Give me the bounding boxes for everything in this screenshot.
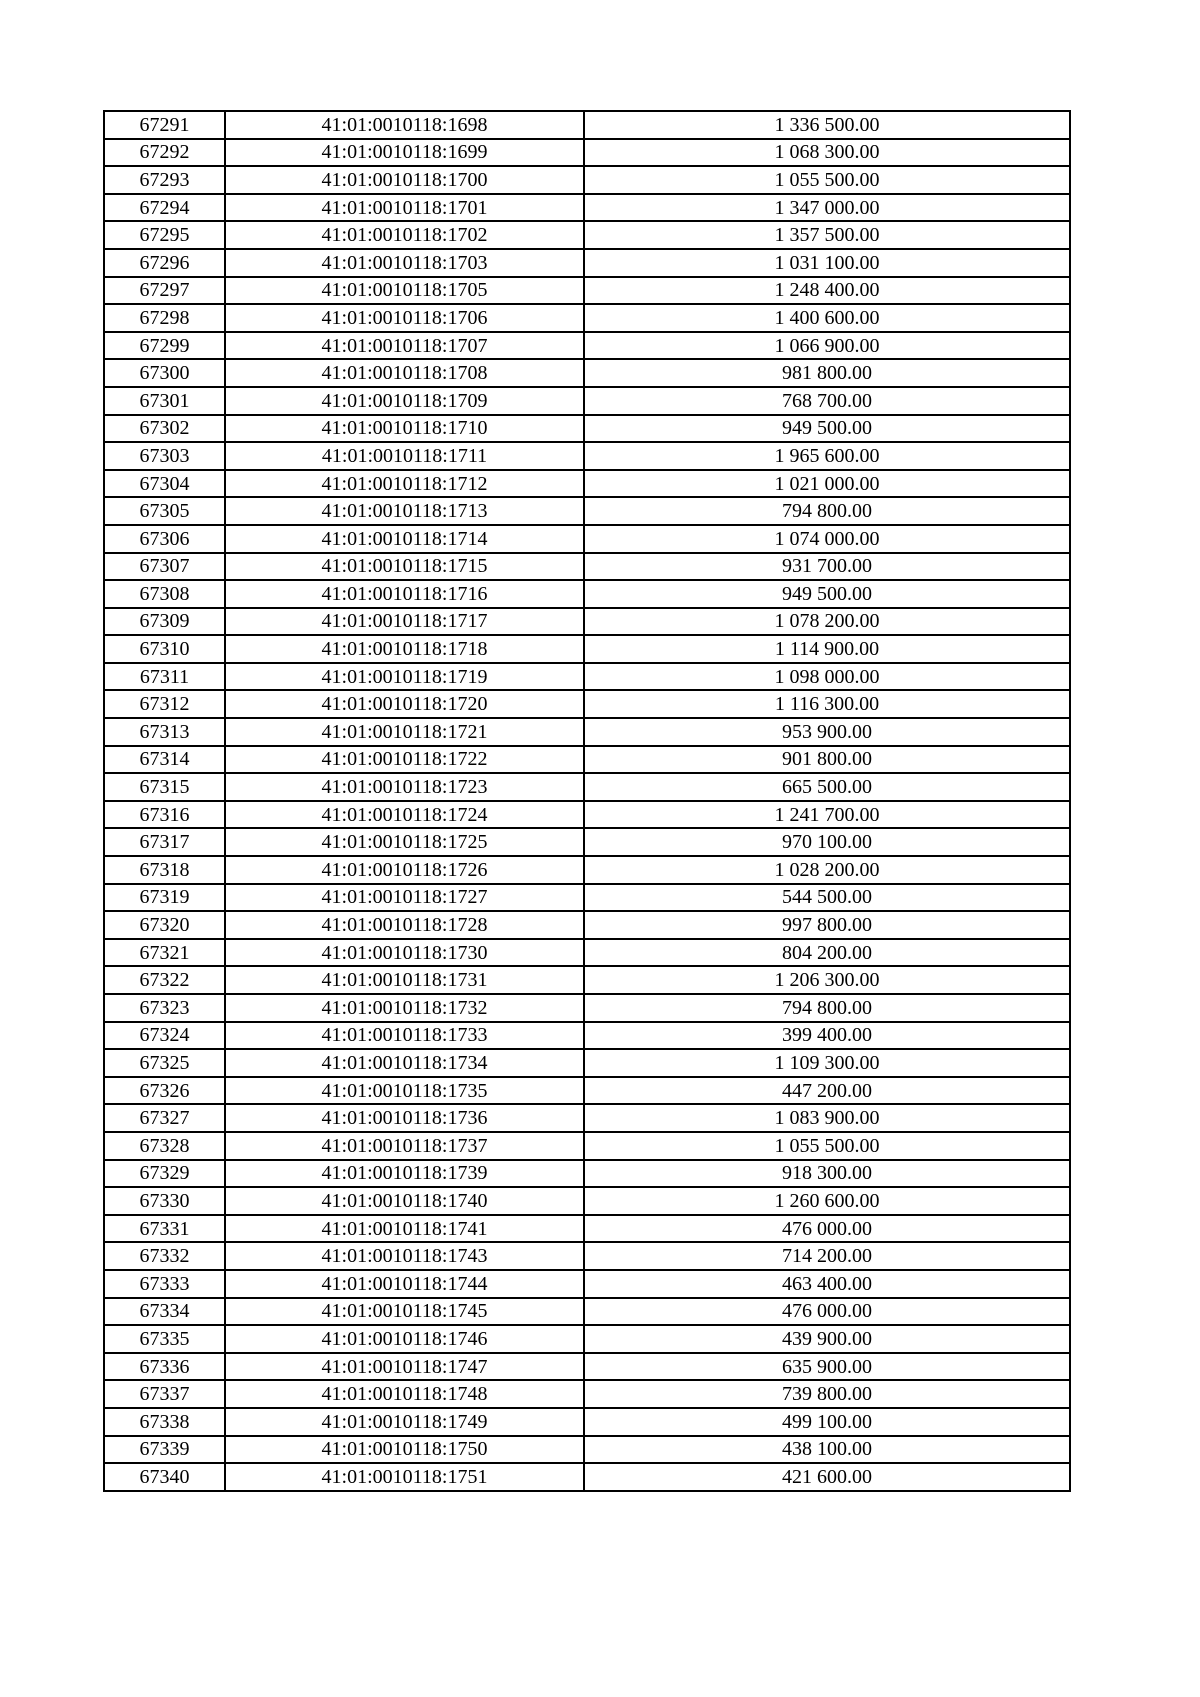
value-cell: 438 100.00 bbox=[584, 1436, 1070, 1464]
row-number-cell: 67337 bbox=[104, 1380, 225, 1408]
value-cell: 1 241 700.00 bbox=[584, 801, 1070, 829]
table-row bbox=[104, 221, 1070, 249]
table-row bbox=[104, 1380, 1070, 1408]
cadastral-number-cell: 41:01:0010118:1741 bbox=[225, 1215, 584, 1243]
row-number-cell: 67324 bbox=[104, 1022, 225, 1050]
value-cell: 953 900.00 bbox=[584, 718, 1070, 746]
table-row bbox=[104, 939, 1070, 967]
table-row bbox=[104, 801, 1070, 829]
cadastral-number-cell: 41:01:0010118:1716 bbox=[225, 580, 584, 608]
table-row bbox=[104, 1408, 1070, 1436]
table-row bbox=[104, 911, 1070, 939]
table-row bbox=[104, 1187, 1070, 1215]
row-number-cell: 67310 bbox=[104, 635, 225, 663]
cadastral-number-cell: 41:01:0010118:1747 bbox=[225, 1353, 584, 1381]
table-row bbox=[104, 635, 1070, 663]
value-cell: 1 098 000.00 bbox=[584, 663, 1070, 691]
cadastral-number-cell: 41:01:0010118:1737 bbox=[225, 1132, 584, 1160]
cadastral-number-cell: 41:01:0010118:1715 bbox=[225, 553, 584, 581]
value-cell: 1 031 100.00 bbox=[584, 249, 1070, 277]
value-cell: 476 000.00 bbox=[584, 1215, 1070, 1243]
row-number-cell: 67338 bbox=[104, 1408, 225, 1436]
row-number-cell: 67333 bbox=[104, 1270, 225, 1298]
value-cell: 1 965 600.00 bbox=[584, 442, 1070, 470]
row-number-cell: 67320 bbox=[104, 911, 225, 939]
row-number-cell: 67317 bbox=[104, 828, 225, 856]
table-row bbox=[104, 1022, 1070, 1050]
value-cell: 1 357 500.00 bbox=[584, 221, 1070, 249]
row-number-cell: 67291 bbox=[104, 111, 225, 139]
value-cell: 768 700.00 bbox=[584, 387, 1070, 415]
row-number-cell: 67323 bbox=[104, 994, 225, 1022]
row-number-cell: 67322 bbox=[104, 966, 225, 994]
row-number-cell: 67293 bbox=[104, 166, 225, 194]
row-number-cell: 67302 bbox=[104, 415, 225, 443]
cadastral-number-cell: 41:01:0010118:1749 bbox=[225, 1408, 584, 1436]
cadastral-number-cell: 41:01:0010118:1710 bbox=[225, 415, 584, 443]
table-row bbox=[104, 1436, 1070, 1464]
row-number-cell: 67308 bbox=[104, 580, 225, 608]
table-row bbox=[104, 249, 1070, 277]
row-number-cell: 67314 bbox=[104, 746, 225, 774]
cadastral-number-cell: 41:01:0010118:1750 bbox=[225, 1436, 584, 1464]
cadastral-number-cell: 41:01:0010118:1727 bbox=[225, 884, 584, 912]
value-cell: 447 200.00 bbox=[584, 1077, 1070, 1105]
table-row bbox=[104, 304, 1070, 332]
cadastral-number-cell: 41:01:0010118:1728 bbox=[225, 911, 584, 939]
value-cell: 1 028 200.00 bbox=[584, 856, 1070, 884]
row-number-cell: 67295 bbox=[104, 221, 225, 249]
cadastral-number-cell: 41:01:0010118:1703 bbox=[225, 249, 584, 277]
row-number-cell: 67316 bbox=[104, 801, 225, 829]
table-row bbox=[104, 1132, 1070, 1160]
row-number-cell: 67294 bbox=[104, 194, 225, 222]
cadastral-number-cell: 41:01:0010118:1698 bbox=[225, 111, 584, 139]
cadastral-number-cell: 41:01:0010118:1714 bbox=[225, 525, 584, 553]
value-cell: 1 068 300.00 bbox=[584, 139, 1070, 167]
value-cell: 399 400.00 bbox=[584, 1022, 1070, 1050]
cadastral-number-cell: 41:01:0010118:1725 bbox=[225, 828, 584, 856]
cadastral-number-cell: 41:01:0010118:1732 bbox=[225, 994, 584, 1022]
table-body bbox=[104, 111, 1070, 1491]
cadastral-value-table bbox=[103, 110, 1071, 1492]
row-number-cell: 67312 bbox=[104, 690, 225, 718]
row-number-cell: 67305 bbox=[104, 497, 225, 525]
table-row bbox=[104, 608, 1070, 636]
table-row bbox=[104, 1270, 1070, 1298]
value-cell: 1 021 000.00 bbox=[584, 470, 1070, 498]
cadastral-number-cell: 41:01:0010118:1708 bbox=[225, 359, 584, 387]
table-row bbox=[104, 1242, 1070, 1270]
value-cell: 918 300.00 bbox=[584, 1160, 1070, 1188]
value-cell: 794 800.00 bbox=[584, 994, 1070, 1022]
cadastral-number-cell: 41:01:0010118:1702 bbox=[225, 221, 584, 249]
value-cell: 1 109 300.00 bbox=[584, 1049, 1070, 1077]
row-number-cell: 67321 bbox=[104, 939, 225, 967]
cadastral-number-cell: 41:01:0010118:1712 bbox=[225, 470, 584, 498]
cadastral-number-cell: 41:01:0010118:1751 bbox=[225, 1463, 584, 1491]
row-number-cell: 67298 bbox=[104, 304, 225, 332]
value-cell: 499 100.00 bbox=[584, 1408, 1070, 1436]
table-row bbox=[104, 497, 1070, 525]
row-number-cell: 67340 bbox=[104, 1463, 225, 1491]
value-cell: 997 800.00 bbox=[584, 911, 1070, 939]
value-cell: 1 055 500.00 bbox=[584, 1132, 1070, 1160]
row-number-cell: 67334 bbox=[104, 1298, 225, 1326]
row-number-cell: 67331 bbox=[104, 1215, 225, 1243]
cadastral-number-cell: 41:01:0010118:1720 bbox=[225, 690, 584, 718]
value-cell: 1 336 500.00 bbox=[584, 111, 1070, 139]
table-row bbox=[104, 1160, 1070, 1188]
cadastral-number-cell: 41:01:0010118:1709 bbox=[225, 387, 584, 415]
row-number-cell: 67307 bbox=[104, 553, 225, 581]
value-cell: 1 074 000.00 bbox=[584, 525, 1070, 553]
row-number-cell: 67328 bbox=[104, 1132, 225, 1160]
value-cell: 665 500.00 bbox=[584, 773, 1070, 801]
table-row bbox=[104, 1049, 1070, 1077]
cadastral-number-cell: 41:01:0010118:1733 bbox=[225, 1022, 584, 1050]
cadastral-number-cell: 41:01:0010118:1730 bbox=[225, 939, 584, 967]
cadastral-number-cell: 41:01:0010118:1722 bbox=[225, 746, 584, 774]
row-number-cell: 67327 bbox=[104, 1104, 225, 1132]
table-row bbox=[104, 1104, 1070, 1132]
table-row bbox=[104, 139, 1070, 167]
row-number-cell: 67296 bbox=[104, 249, 225, 277]
table-row bbox=[104, 718, 1070, 746]
table-row bbox=[104, 663, 1070, 691]
value-cell: 970 100.00 bbox=[584, 828, 1070, 856]
value-cell: 981 800.00 bbox=[584, 359, 1070, 387]
row-number-cell: 67301 bbox=[104, 387, 225, 415]
value-cell: 739 800.00 bbox=[584, 1380, 1070, 1408]
cadastral-number-cell: 41:01:0010118:1731 bbox=[225, 966, 584, 994]
row-number-cell: 67315 bbox=[104, 773, 225, 801]
value-cell: 901 800.00 bbox=[584, 746, 1070, 774]
table-row bbox=[104, 470, 1070, 498]
table-row bbox=[104, 966, 1070, 994]
cadastral-number-cell: 41:01:0010118:1721 bbox=[225, 718, 584, 746]
row-number-cell: 67319 bbox=[104, 884, 225, 912]
value-cell: 1 066 900.00 bbox=[584, 332, 1070, 360]
cadastral-number-cell: 41:01:0010118:1724 bbox=[225, 801, 584, 829]
table-row bbox=[104, 746, 1070, 774]
cadastral-number-cell: 41:01:0010118:1706 bbox=[225, 304, 584, 332]
row-number-cell: 67335 bbox=[104, 1325, 225, 1353]
cadastral-number-cell: 41:01:0010118:1707 bbox=[225, 332, 584, 360]
cadastral-number-cell: 41:01:0010118:1717 bbox=[225, 608, 584, 636]
value-cell: 1 078 200.00 bbox=[584, 608, 1070, 636]
value-cell: 439 900.00 bbox=[584, 1325, 1070, 1353]
table-row bbox=[104, 884, 1070, 912]
row-number-cell: 67311 bbox=[104, 663, 225, 691]
row-number-cell: 67326 bbox=[104, 1077, 225, 1105]
row-number-cell: 67306 bbox=[104, 525, 225, 553]
table-row bbox=[104, 773, 1070, 801]
value-cell: 421 600.00 bbox=[584, 1463, 1070, 1491]
row-number-cell: 67329 bbox=[104, 1160, 225, 1188]
cadastral-number-cell: 41:01:0010118:1734 bbox=[225, 1049, 584, 1077]
cadastral-number-cell: 41:01:0010118:1718 bbox=[225, 635, 584, 663]
table-row bbox=[104, 332, 1070, 360]
row-number-cell: 67292 bbox=[104, 139, 225, 167]
value-cell: 1 347 000.00 bbox=[584, 194, 1070, 222]
table-row bbox=[104, 111, 1070, 139]
cadastral-number-cell: 41:01:0010118:1736 bbox=[225, 1104, 584, 1132]
table-row bbox=[104, 1215, 1070, 1243]
value-cell: 1 400 600.00 bbox=[584, 304, 1070, 332]
value-cell: 1 055 500.00 bbox=[584, 166, 1070, 194]
table-row bbox=[104, 1463, 1070, 1491]
value-cell: 1 083 900.00 bbox=[584, 1104, 1070, 1132]
table-row bbox=[104, 856, 1070, 884]
table-row bbox=[104, 525, 1070, 553]
value-cell: 794 800.00 bbox=[584, 497, 1070, 525]
table-row bbox=[104, 415, 1070, 443]
table-row bbox=[104, 277, 1070, 305]
value-cell: 949 500.00 bbox=[584, 580, 1070, 608]
value-cell: 1 116 300.00 bbox=[584, 690, 1070, 718]
table-row bbox=[104, 1325, 1070, 1353]
cadastral-number-cell: 41:01:0010118:1740 bbox=[225, 1187, 584, 1215]
table-row bbox=[104, 690, 1070, 718]
table-row bbox=[104, 442, 1070, 470]
row-number-cell: 67299 bbox=[104, 332, 225, 360]
row-number-cell: 67330 bbox=[104, 1187, 225, 1215]
table-row bbox=[104, 1353, 1070, 1381]
row-number-cell: 67300 bbox=[104, 359, 225, 387]
value-cell: 1 248 400.00 bbox=[584, 277, 1070, 305]
cadastral-number-cell: 41:01:0010118:1713 bbox=[225, 497, 584, 525]
row-number-cell: 67304 bbox=[104, 470, 225, 498]
row-number-cell: 67336 bbox=[104, 1353, 225, 1381]
value-cell: 1 114 900.00 bbox=[584, 635, 1070, 663]
value-cell: 544 500.00 bbox=[584, 884, 1070, 912]
cadastral-number-cell: 41:01:0010118:1726 bbox=[225, 856, 584, 884]
cadastral-number-cell: 41:01:0010118:1705 bbox=[225, 277, 584, 305]
row-number-cell: 67332 bbox=[104, 1242, 225, 1270]
cadastral-number-cell: 41:01:0010118:1746 bbox=[225, 1325, 584, 1353]
cadastral-number-cell: 41:01:0010118:1700 bbox=[225, 166, 584, 194]
cadastral-number-cell: 41:01:0010118:1744 bbox=[225, 1270, 584, 1298]
cadastral-number-cell: 41:01:0010118:1745 bbox=[225, 1298, 584, 1326]
value-cell: 635 900.00 bbox=[584, 1353, 1070, 1381]
value-cell: 714 200.00 bbox=[584, 1242, 1070, 1270]
cadastral-number-cell: 41:01:0010118:1735 bbox=[225, 1077, 584, 1105]
table-row bbox=[104, 580, 1070, 608]
row-number-cell: 67297 bbox=[104, 277, 225, 305]
row-number-cell: 67309 bbox=[104, 608, 225, 636]
cadastral-number-cell: 41:01:0010118:1711 bbox=[225, 442, 584, 470]
table-row bbox=[104, 387, 1070, 415]
row-number-cell: 67339 bbox=[104, 1436, 225, 1464]
value-cell: 1 260 600.00 bbox=[584, 1187, 1070, 1215]
table-row bbox=[104, 359, 1070, 387]
cadastral-number-cell: 41:01:0010118:1719 bbox=[225, 663, 584, 691]
table-row bbox=[104, 194, 1070, 222]
value-cell: 804 200.00 bbox=[584, 939, 1070, 967]
table-row bbox=[104, 166, 1070, 194]
value-cell: 476 000.00 bbox=[584, 1298, 1070, 1326]
row-number-cell: 67303 bbox=[104, 442, 225, 470]
cadastral-number-cell: 41:01:0010118:1701 bbox=[225, 194, 584, 222]
cadastral-number-cell: 41:01:0010118:1699 bbox=[225, 139, 584, 167]
table-row bbox=[104, 1298, 1070, 1326]
table-row bbox=[104, 994, 1070, 1022]
table-row bbox=[104, 553, 1070, 581]
row-number-cell: 67318 bbox=[104, 856, 225, 884]
row-number-cell: 67325 bbox=[104, 1049, 225, 1077]
row-number-cell: 67313 bbox=[104, 718, 225, 746]
cadastral-number-cell: 41:01:0010118:1723 bbox=[225, 773, 584, 801]
cadastral-number-cell: 41:01:0010118:1748 bbox=[225, 1380, 584, 1408]
value-cell: 931 700.00 bbox=[584, 553, 1070, 581]
value-cell: 1 206 300.00 bbox=[584, 966, 1070, 994]
cadastral-number-cell: 41:01:0010118:1743 bbox=[225, 1242, 584, 1270]
table-row bbox=[104, 1077, 1070, 1105]
value-cell: 463 400.00 bbox=[584, 1270, 1070, 1298]
table-row bbox=[104, 828, 1070, 856]
cadastral-number-cell: 41:01:0010118:1739 bbox=[225, 1160, 584, 1188]
value-cell: 949 500.00 bbox=[584, 415, 1070, 443]
